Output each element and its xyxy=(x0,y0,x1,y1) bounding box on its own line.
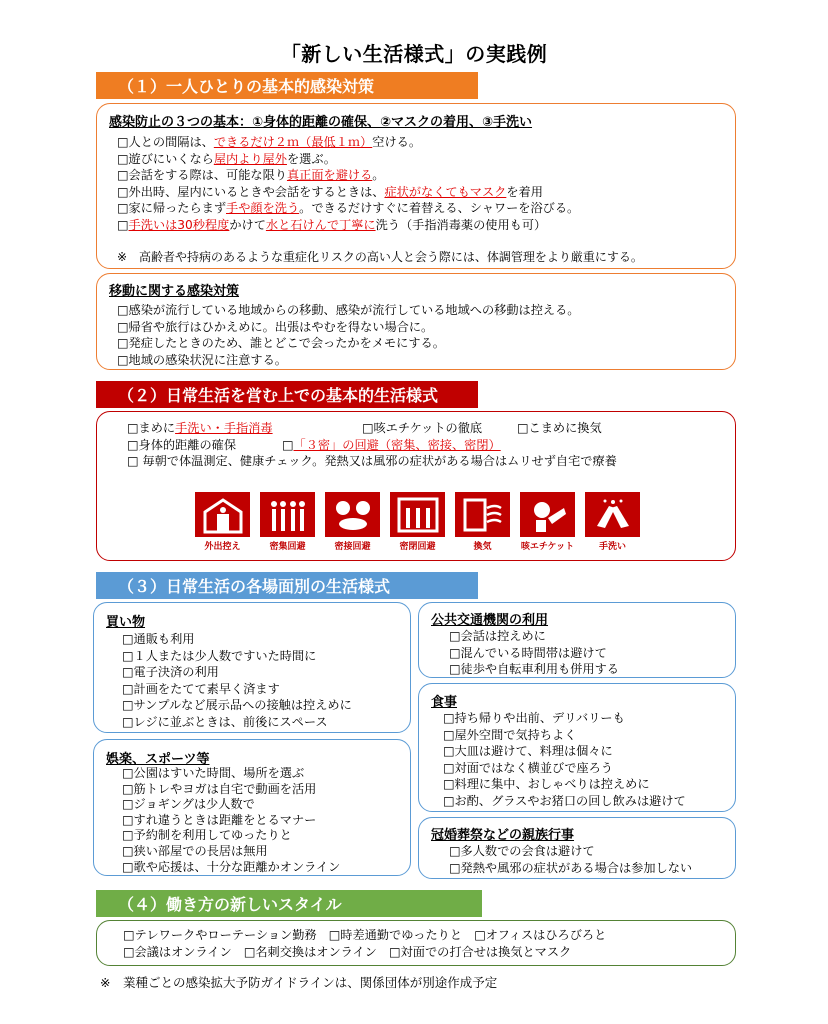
list-item: □家に帰ったらまず手や顔を洗う。できるだけすぐに着替える、シャワーを浴びる。 xyxy=(117,201,580,216)
meals-box xyxy=(418,683,736,812)
pictogram-crowd xyxy=(260,492,315,552)
list-item: □遊びにいくなら屋内より屋外を選ぶ。 xyxy=(117,151,336,166)
shopping-box xyxy=(93,602,411,733)
travel-measures-heading: 移動に関する感染対策 xyxy=(109,284,240,299)
list-item: □屋外空間で気持ちよく xyxy=(443,727,577,742)
going-out-icon xyxy=(201,496,245,534)
list-item: □混んでいる時間帯は避けて xyxy=(449,645,607,660)
list-item: □対面ではなく横並びで座ろう xyxy=(443,760,613,775)
leisure-box xyxy=(93,739,411,876)
pictogram-closed-space xyxy=(390,492,445,552)
ventilation-icon xyxy=(461,496,505,534)
list-item: □ジョギングは少人数で xyxy=(122,797,255,812)
list-item: □サンプルなど展示品への接触は控えめに xyxy=(122,698,352,713)
travel-measures-box xyxy=(96,273,736,370)
pictogram-row xyxy=(195,492,640,552)
high-risk-note: ※ 高齢者や持病のあるような重症化リスクの高い人と会う際には、体調管理をより厳重にする。 xyxy=(117,250,643,264)
ceremonies-box xyxy=(418,817,736,879)
list-item: □１人または少人数ですいた時間に xyxy=(122,648,317,663)
list-item: □感染が流行している地域からの移動、感染が流行している地域への移動は控える。 xyxy=(117,303,580,317)
transit-box xyxy=(418,602,736,678)
list-item: □帰省や旅行はひかえめに。出張はやむを得ない場合に。 xyxy=(117,319,434,334)
list-item: □会話は控えめに xyxy=(449,629,546,643)
pictogram-going-out xyxy=(195,492,250,552)
leisure-heading: 娯楽、スポーツ等 xyxy=(106,752,210,767)
pictogram-label: 換気 xyxy=(473,542,492,552)
list-item: □まめに手洗い・手指消毒 xyxy=(127,421,273,435)
meals-heading: 食事 xyxy=(431,695,458,710)
list-item: □会話をする際は、可能な限り真正面を避ける。 xyxy=(117,168,385,183)
basic-measures-list xyxy=(117,134,579,234)
list-item: □持ち帰りや出前、デリバリーも xyxy=(443,711,625,725)
list-item: □通販も利用 xyxy=(122,632,195,646)
list-item: □レジに並ぶときは、前後にスペース xyxy=(122,714,328,729)
daily-life-list xyxy=(127,420,727,470)
page-title: 「新しい生活様式」の実践例 xyxy=(280,42,548,66)
list-item: □「３密」の回避（密集、密接、密閉） xyxy=(282,437,501,452)
list-item: □お酌、グラスやお猪口の回し飲みは避けて xyxy=(443,793,686,808)
pictogram-label: 咳エチケット xyxy=(520,542,575,552)
list-item: □手洗いは30秒程度かけて水と石けんで丁寧に洗う（手指消毒薬の使用も可） xyxy=(117,217,547,232)
list-item: □筋トレやヨガは自宅で動画を活用 xyxy=(122,781,317,796)
list-item: □外出時、屋内にいるときや会話をするときは、症状がなくてもマスクを着用 xyxy=(117,184,543,199)
list-item: □発症したときのため、誰とどこで会ったかをメモにする。 xyxy=(117,336,445,351)
list-item: □大皿は避けて、料理は個々に xyxy=(443,744,613,759)
list-item: □地域の感染状況に注意する。 xyxy=(117,352,287,367)
list-item: □こまめに換気 xyxy=(517,421,602,435)
pictogram-label: 手洗い xyxy=(598,542,626,552)
list-row xyxy=(127,420,727,437)
list-item: □公園はすいた時間、場所を選ぶ xyxy=(122,766,305,780)
meals-list xyxy=(443,710,686,810)
list-item: □料理に集中、おしゃべりは控えめに xyxy=(443,777,650,792)
list-item: □発熱や風邪の症状がある場合は参加しない xyxy=(449,860,693,875)
transit-list xyxy=(449,628,619,678)
leisure-list xyxy=(122,766,340,875)
footer-note: ※ 業種ごとの感染拡大予防ガイドラインは、関係団体が別途作成予定 xyxy=(100,975,498,990)
basic-measures-heading: 感染防止の３つの基本：①身体的距離の確保、②マスクの着用、③手洗い xyxy=(109,115,533,130)
shopping-list xyxy=(122,631,352,731)
transit-heading: 公共交通機関の利用 xyxy=(431,613,549,628)
pictogram-cough-etiquette xyxy=(520,492,575,552)
list-item: □ 毎朝で体温測定、健康チェック。発熱又は風邪の症状がある場合はムリせず自宅で療養 xyxy=(127,454,617,469)
closed-space-icon xyxy=(396,496,440,534)
work-style-list xyxy=(123,927,606,960)
list-item: □予約制を利用してゆったりと xyxy=(122,828,292,843)
pictogram-label: 密接回避 xyxy=(334,542,371,552)
pictogram-label: 密集回避 xyxy=(269,542,306,552)
list-item: □電子決済の利用 xyxy=(122,665,219,680)
section-3-header: （３）日常生活の各場面別の生活様式 xyxy=(96,572,478,599)
basic-measures-box xyxy=(96,103,736,269)
section-2-header: （２）日常生活を営む上での基本的生活様式 xyxy=(96,381,478,408)
pictogram-close-contact xyxy=(325,492,380,552)
list-item: □歌や応援は、十分な距離かオンライン xyxy=(122,859,341,874)
list-row xyxy=(127,437,727,454)
list-item: □計画をたてて素早く済ます xyxy=(122,681,280,696)
shopping-heading: 買い物 xyxy=(106,615,146,630)
crowd-icon xyxy=(266,496,310,534)
list-item: □徒歩や自転車利用も併用する xyxy=(449,662,619,677)
list-item: □人との間隔は、できるだけ２ｍ（最低１ｍ）空ける。 xyxy=(117,135,422,149)
section-4-header: （４）働き方の新しいスタイル xyxy=(96,890,482,917)
daily-life-box xyxy=(96,411,736,561)
list-item: □狭い部屋での長居は無用 xyxy=(122,843,268,858)
list-row: □テレワークやローテーション勤務 □時差通勤でゆったりと □オフィスはひろびろと xyxy=(123,928,607,942)
work-style-box xyxy=(96,920,736,966)
close-contact-icon xyxy=(331,496,375,534)
list-item: □多人数での会食は避けて xyxy=(449,844,595,858)
list-item: □咳エチケットの徹底 xyxy=(362,421,483,435)
pictogram-label: 外出控え xyxy=(204,542,241,552)
list-item: □すれ違うときは距離をとるマナー xyxy=(122,812,317,827)
handwash-icon xyxy=(591,496,635,534)
pictogram-ventilation xyxy=(455,492,510,552)
travel-measures-list xyxy=(117,302,579,368)
ceremonies-heading: 冠婚葬祭などの親族行事 xyxy=(431,828,575,843)
pictogram-handwash xyxy=(585,492,640,552)
list-row: □会議はオンライン □名刺交換はオンライン □対面での打合せは換気とマスク xyxy=(123,944,572,959)
section-1-header: （１）一人ひとりの基本的感染対策 xyxy=(96,72,478,99)
ceremonies-list xyxy=(449,843,692,876)
cough-etiquette-icon xyxy=(526,496,570,534)
list-item: □身体的距離の確保 xyxy=(127,437,237,452)
pictogram-label: 密閉回避 xyxy=(399,542,436,552)
